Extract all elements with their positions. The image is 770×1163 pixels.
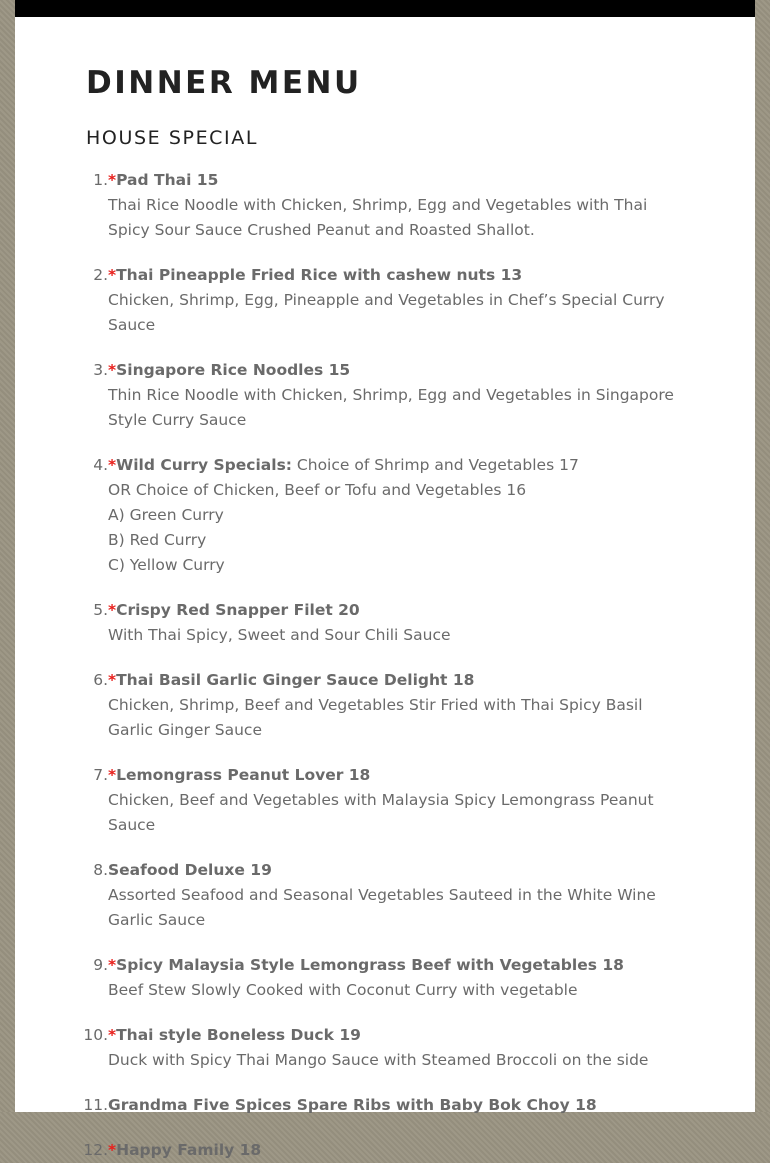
menu-item-number: 9. [93, 956, 108, 974]
spicy-star-marker: * [108, 456, 117, 474]
menu-item-heading [108, 861, 272, 879]
page-title: DINNER MENU [86, 65, 362, 101]
menu-item-heading [108, 1141, 261, 1159]
menu-item [86, 763, 686, 838]
spicy-star-marker: * [108, 601, 117, 619]
menu-item-number: 6. [93, 671, 108, 689]
menu-item-number: 10. [83, 1026, 108, 1044]
spicy-star-marker: * [108, 671, 117, 689]
menu-item [86, 358, 686, 433]
menu-item-description: C) Yellow Curry [108, 556, 225, 574]
spicy-star-marker: * [108, 1026, 117, 1044]
top-bar [15, 0, 755, 17]
menu-item [86, 168, 686, 243]
menu-item-description: Thin Rice Noodle with Chicken, Shrimp, Egg and Vegetables in Singapore Style Curry Sauce [108, 386, 674, 429]
menu-item-description: Assorted Seafood and Seasonal Vegetables Sauteed in the White Wine Garlic Sauce [108, 886, 656, 929]
menu-item-number: 4. [93, 456, 108, 474]
menu-item-description: Chicken, Beef and Vegetables with Malaysia Spicy Lemongrass Peanut Sauce [108, 791, 654, 834]
menu-content [15, 64, 686, 1163]
menu-item-description: Chicken, Shrimp, Egg, Pineapple and Vegetables in Chef’s Special Curry Sauce [108, 291, 665, 334]
menu-item-description: A) Green Curry [108, 506, 224, 524]
menu-item-number: 1. [93, 171, 108, 189]
menu-item-heading [108, 601, 360, 619]
menu-item [86, 453, 686, 578]
menu-item-description: Chicken, Shrimp, Beef and Vegetables Stir Fried with Thai Spicy Basil Garlic Ginger Sauce [108, 696, 643, 739]
menu-item-name: Lemongrass Peanut Lover 18 [116, 766, 371, 784]
menu-item-name: Thai Pineapple Fried Rice with cashew nuts 13 [116, 266, 523, 284]
spicy-star-marker: * [108, 956, 117, 974]
menu-item-heading [108, 266, 522, 284]
spicy-star-marker: * [108, 1141, 117, 1159]
menu-item-number: 12. [83, 1141, 108, 1159]
menu-item-name: Pad Thai 15 [116, 171, 219, 189]
menu-item-name: Thai Basil Garlic Ginger Sauce Delight 18 [116, 671, 475, 689]
menu-item-heading [108, 671, 474, 689]
spicy-star-marker: * [108, 171, 117, 189]
menu-list [83, 168, 686, 1163]
menu-item-description: With Thai Spicy, Sweet and Sour Chili Sauce [108, 626, 451, 644]
menu-item-heading [108, 171, 218, 189]
menu-page [15, 0, 755, 1159]
menu-item [86, 263, 686, 338]
spicy-star-marker: * [108, 766, 117, 784]
menu-item-name: Crispy Red Snapper Filet 20 [116, 601, 360, 619]
menu-item-heading [108, 361, 350, 379]
menu-item-name: Wild Curry Specials: [116, 456, 292, 474]
spicy-star-marker: * [108, 266, 117, 284]
section-title-house-special: HOUSE SPECIAL [86, 127, 259, 149]
menu-item-name: Grandma Five Spices Spare Ribs with Baby Bok Choy 18 [108, 1096, 597, 1114]
menu-item [83, 1023, 686, 1073]
menu-item-description: OR Choice of Chicken, Beef or Tofu and Vegetables 16 [108, 481, 527, 499]
menu-item-number: 7. [93, 766, 108, 784]
menu-item-heading [108, 456, 579, 474]
menu-item [86, 598, 686, 648]
menu-item [86, 953, 686, 1003]
menu-item-heading [108, 1096, 597, 1114]
menu-item-description: Duck with Spicy Thai Mango Sauce with Steamed Broccoli on the side [108, 1051, 649, 1069]
menu-item [86, 668, 686, 743]
menu-item-name: Spicy Malaysia Style Lemongrass Beef with Vegetables 18 [116, 956, 624, 974]
menu-item-name: Seafood Deluxe 19 [108, 861, 272, 879]
menu-item-number: 8. [93, 861, 108, 879]
menu-item-description: Beef Stew Slowly Cooked with Coconut Curry with vegetable [108, 981, 578, 999]
menu-item-description: B) Red Curry [108, 531, 207, 549]
menu-item-name: Happy Family 18 [116, 1141, 262, 1159]
menu-item-heading [108, 1026, 361, 1044]
menu-item-description: Thai Rice Noodle with Chicken, Shrimp, Egg and Vegetables with Thai Spicy Sour Sauce Crushed Peanut and Roasted Shallot. [108, 196, 648, 239]
menu-item-heading [108, 766, 370, 784]
menu-item [83, 1093, 686, 1118]
menu-item-inline-description: Choice of Shrimp and Vegetables 17 [292, 456, 579, 474]
menu-item-number: 2. [93, 266, 108, 284]
menu-item [86, 858, 686, 933]
menu-item-heading [108, 956, 624, 974]
menu-item-number: 11. [83, 1096, 108, 1114]
menu-item-name: Thai style Boneless Duck 19 [116, 1026, 361, 1044]
menu-item-number: 3. [93, 361, 108, 379]
menu-item [83, 1138, 686, 1163]
menu-item-number: 5. [93, 601, 108, 619]
menu-item-name: Singapore Rice Noodles 15 [116, 361, 351, 379]
spicy-star-marker: * [108, 361, 117, 379]
